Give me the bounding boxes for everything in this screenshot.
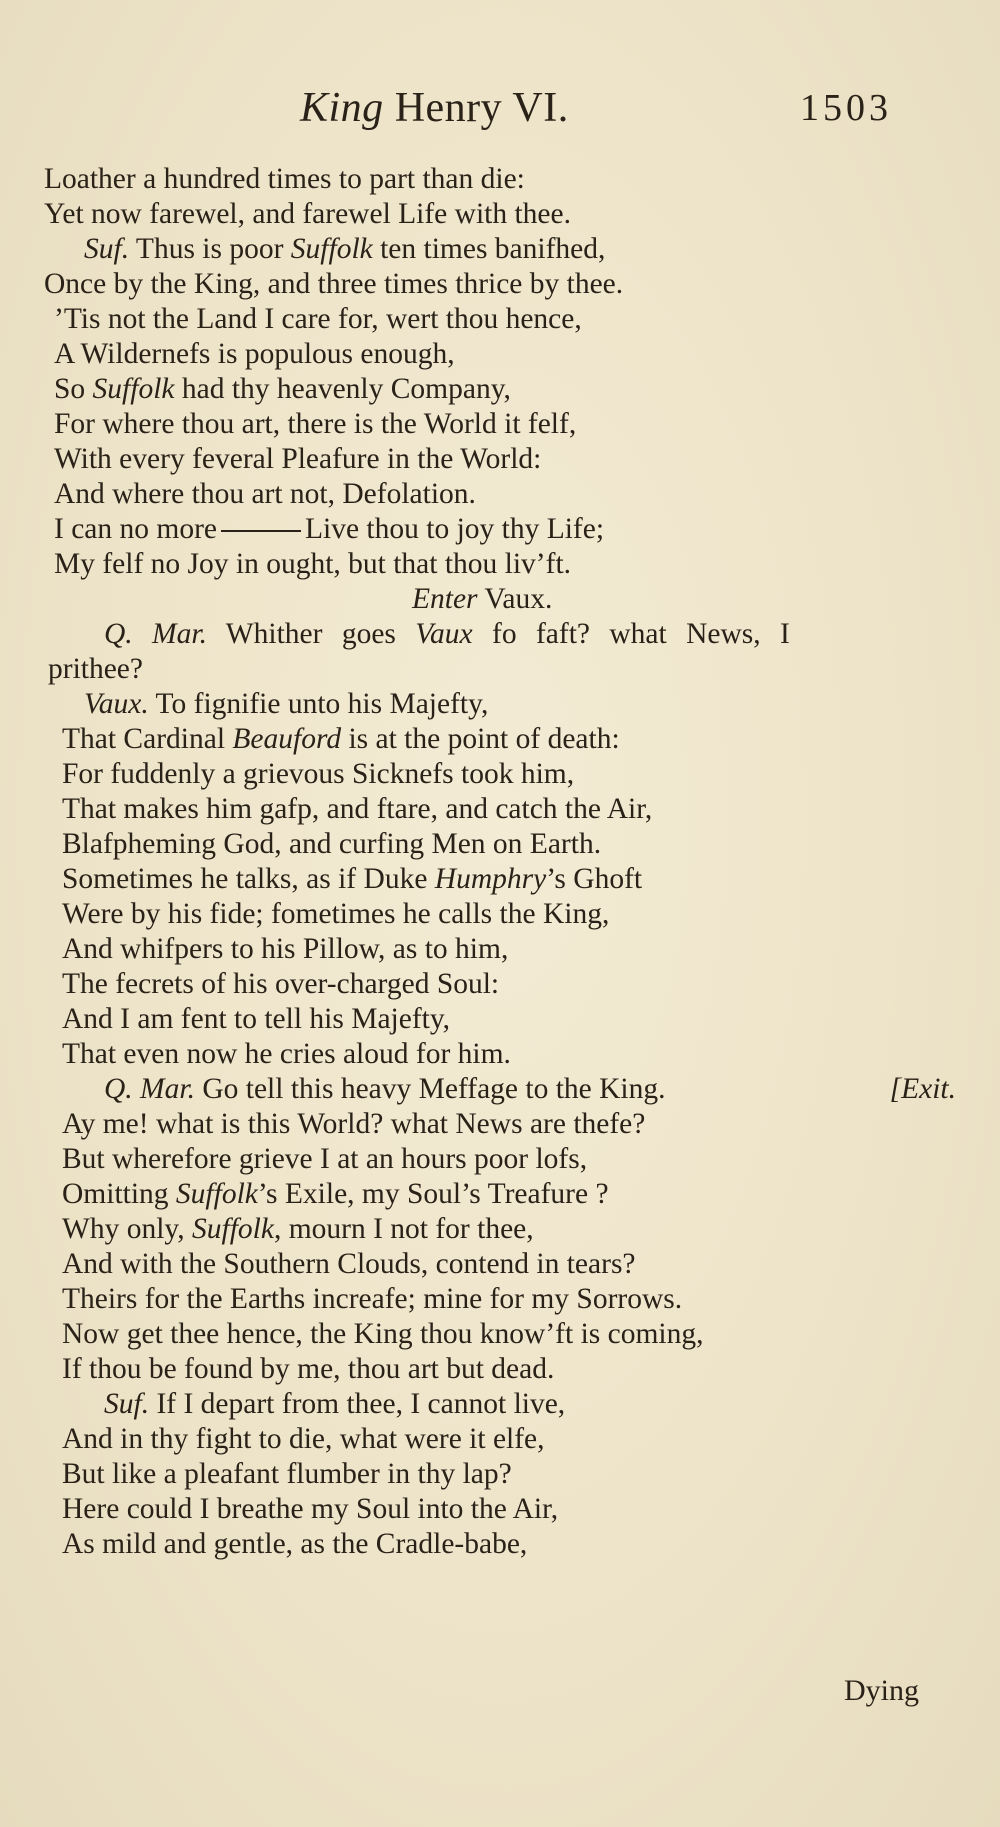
speech-body: [104, 1070, 666, 1108]
catchword: Dying: [844, 1674, 919, 1707]
verse-italic: Humphry: [434, 863, 547, 895]
verse-line: [62, 860, 642, 898]
verse-text: is at the point of death:: [341, 723, 620, 755]
stage-direction-italic: Enter: [412, 583, 478, 615]
speech-line: [84, 685, 488, 723]
verse-line: But wherefore grieve I at an hours poor lofs,: [62, 1143, 588, 1175]
verse-line: Here could I breathe my Soul into the Air,: [62, 1493, 559, 1525]
verse-line: My felf no Joy in ought, but that thou liv’ft.: [54, 548, 572, 580]
verse-line: The fecrets of his over-charged Soul:: [62, 968, 500, 1000]
speech-italic: Suffolk: [290, 233, 373, 265]
speech-line: [40, 1070, 960, 1108]
verse-line: Once by the King, and three times thrice by thee.: [44, 268, 624, 300]
speech-italic: Vaux: [415, 618, 473, 650]
verse-text: ’s Ghoft: [546, 863, 643, 895]
speech-text: Whither goes: [206, 618, 416, 650]
em-dash-rule: [221, 530, 301, 532]
verse-line: [54, 370, 511, 408]
speaker-name: Q. Mar.: [104, 618, 207, 650]
speaker-name: Suf.: [84, 233, 130, 265]
speech-text: fo faft? what News, I: [472, 618, 790, 650]
verse-line: prithee?: [48, 653, 143, 685]
running-title-rest: Henry VI.: [394, 85, 569, 131]
verse-text: ’s Exile, my Soul’s Treafure ?: [257, 1178, 609, 1210]
speech-text: Go tell this heavy Meffage to the King.: [194, 1073, 666, 1105]
verse-line: With every feveral Pleafure in the World:: [54, 443, 542, 475]
verse-line: And in thy fight to die, what were it elfe,: [62, 1423, 545, 1455]
stage-direction-text: Vaux.: [477, 583, 553, 615]
verse-italic: Suffolk: [175, 1178, 258, 1210]
verse-line: Loather a hundred times to part than die:: [44, 163, 525, 195]
verse-text: Omitting: [62, 1178, 176, 1210]
speech-text: To fignifie unto his Majefty,: [148, 688, 489, 720]
verse-text: Live thou to joy thy Life;: [305, 513, 605, 545]
verse-line: As mild and gentle, as the Cradle-babe,: [62, 1528, 528, 1560]
verse-text: I can no more: [54, 513, 217, 545]
speech-text: If I depart from thee, I cannot live,: [149, 1388, 566, 1420]
verse-line: A Wildernefs is populous enough,: [54, 338, 455, 370]
verse-line: [62, 1210, 534, 1248]
verse-line: [62, 720, 620, 758]
verse-text: Sometimes he talks, as if Duke: [62, 863, 435, 895]
verse-text: That Cardinal: [62, 723, 233, 755]
running-title: [300, 84, 569, 132]
verse-italic: Beauford: [232, 723, 342, 755]
verse-text: , mourn I not for thee,: [273, 1213, 534, 1245]
verse-line: If thou be found by me, thou art but dead.: [62, 1353, 555, 1385]
stage-direction: [412, 580, 552, 618]
verse-line: For where thou art, there is the World it felf,: [54, 408, 577, 440]
verse-line: Yet now farewel, and farewel Life with thee.: [44, 198, 571, 230]
verse-line: [62, 1175, 609, 1213]
verse-line: And where thou art not, Defolation.: [54, 478, 476, 510]
verse-line: ’Tis not the Land I care for, wert thou hence,: [54, 303, 582, 335]
speaker-name: Vaux.: [84, 688, 149, 720]
verse-line: Ay me! what is this World? what News are thefe?: [62, 1108, 646, 1140]
verse-line: But like a pleafant flumber in thy lap?: [62, 1458, 512, 1490]
verse-italic: Suffolk: [192, 1213, 274, 1245]
verse-italic: Suffolk: [92, 373, 175, 405]
verse-line: And I am fent to tell his Majefty,: [62, 1003, 451, 1035]
verse-line: Were by his fide; fometimes he calls the King,: [62, 898, 610, 930]
verse-line: And whifpers to his Pillow, as to him,: [62, 933, 509, 965]
verse-line: Blafpheming God, and curfing Men on Earth.: [62, 828, 602, 860]
running-title-italic: King: [300, 85, 384, 131]
verse-line: And with the Southern Clouds, contend in tears?: [62, 1248, 636, 1280]
verse-line: That even now he cries aloud for him.: [62, 1038, 511, 1070]
speech-line: [84, 230, 605, 268]
verse-line: That makes him gafp, and ftare, and catch the Air,: [62, 793, 653, 825]
verse-line: For fuddenly a grievous Sicknefs took him,: [62, 758, 575, 790]
exit-direction: [Exit.: [889, 1073, 956, 1105]
speech-line: [104, 1385, 565, 1423]
verse-text: had thy heavenly Company,: [174, 373, 511, 405]
speech-text: ten times banifhed,: [372, 233, 606, 265]
speaker-name: Q. Mar.: [104, 1073, 195, 1105]
verse-line: Now get thee hence, the King thou know’ft is coming,: [62, 1318, 704, 1350]
verse-line: [54, 510, 604, 548]
page-header: [0, 84, 1000, 144]
verse-text: So: [54, 373, 93, 405]
verse-line: Theirs for the Earths increafe; mine for my Sorrows.: [62, 1283, 683, 1315]
verse-text: Why only,: [62, 1213, 192, 1245]
page-number: 1503: [800, 87, 892, 129]
speech-line: [104, 615, 790, 653]
speaker-name: Suf.: [104, 1388, 150, 1420]
speech-text: Thus is poor: [129, 233, 291, 265]
